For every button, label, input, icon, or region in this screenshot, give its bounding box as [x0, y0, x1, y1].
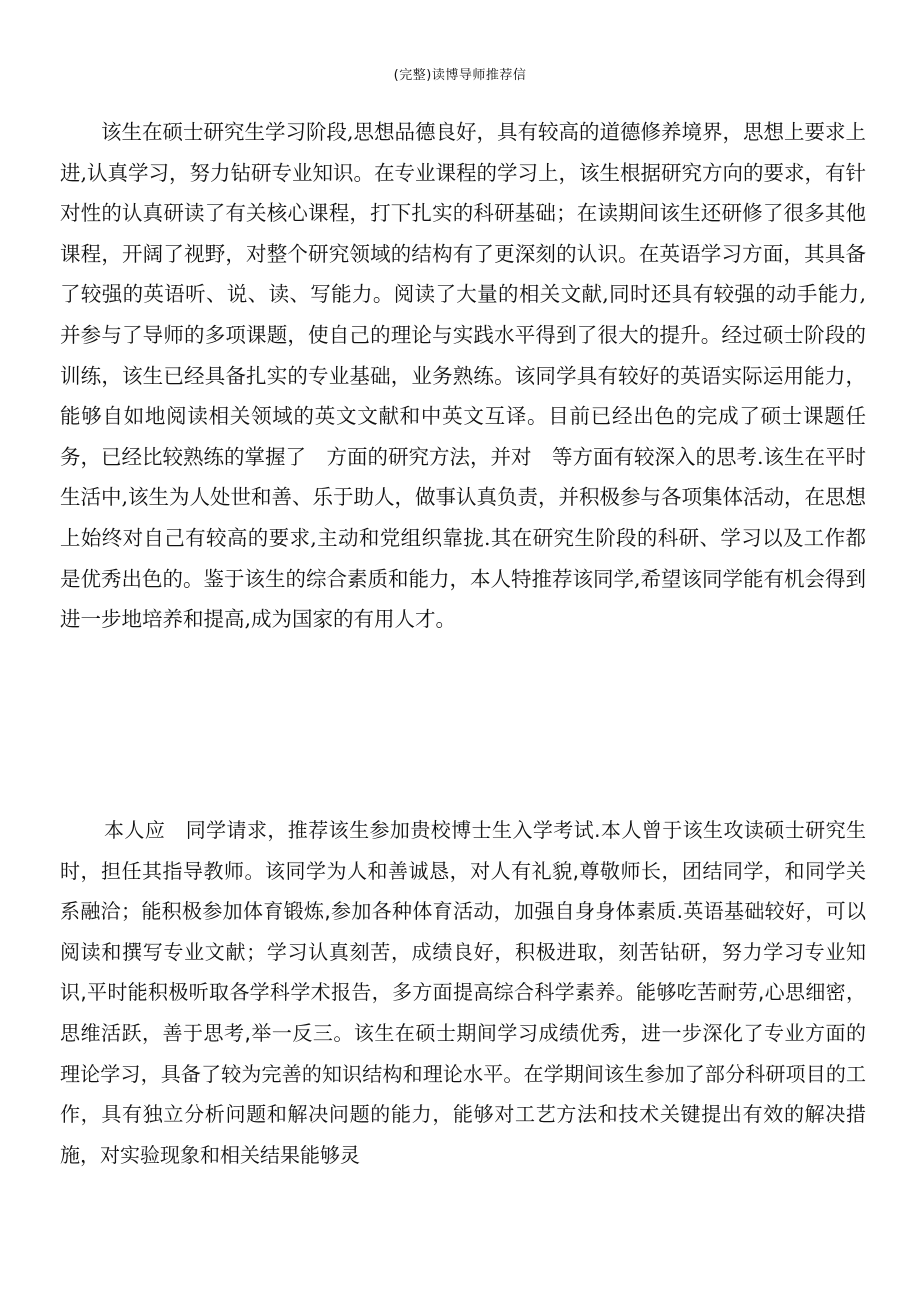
paragraph-character-and-study: 该生在硕士研究生学习阶段,思想品德良好，具有较高的道德修养境界，思想上要求上进,认真学习，努力钻研专业知识。在专业课程的学习上，该生根据研究方向的要求，有针对性的认真研读了有关核心课程，打下扎实的科研基础；在读期间该生还研修了很多其他课程，开阔了视野，对整个研究领域的结构有了更深刻的认识。在英语学习方面，其具备了较强的英语听、说、读、写能力。阅读了大量的相关文献,同时还具有较强的动手能力,并参与了导师的多项课题，使自己的理论与实践水平得到了很大的提升。经过硕士阶段的训练，该生已经具备扎实的专业基础，业务熟练。该同学具有较好的英语实际运用能力，能够自如地阅读相关领域的英文文献和中英文互译。目前已经出色的完成了硕士课题任务，已经比较熟练的掌握了 方面的研究方法，并对 等方面有较深入的思考.该生在平时生活中,该生为人处世和善、乐于助人，做事认真负责，并积极参与各项集体活动，在思想上始终对自己有较高的要求,主动和党组织靠拢.其在研究生阶段的科研、学习以及工作都是优秀出色的。鉴于该生的综合素质和能力，本人特推荐该同学,希望该同学能有机会得到进一步地培养和提高,成为国家的有用人才。: [60, 120, 867, 632]
document-title: (完整)读博导师推荐信: [393, 68, 527, 83]
paragraph-recommendation: 本人应 同学请求，推荐该生参加贵校博士生入学考试.本人曾于该生攻读硕士研究生时，担任其指导教师。该同学为人和善诚恳，对人有礼貌,尊敬师长，团结同学，和同学关系融洽；能积极参加体育锻炼,参加各种体育活动，加强自身身体素质.英语基础较好，可以阅读和撰写专业文献；学习认真刻苦，成绩良好，积极进取，刻苦钻研，努力学习专业知识,平时能积极听取各学科学术报告，多方面提高综合科学素养。能够吃苦耐劳,心思细密，思维活跃，善于思考,举一反三。该生在硕士期间学习成绩优秀，进一步深化了专业方面的理论学习，具备了较为完善的知识结构和理论水平。在学期间该生参加了部分科研项目的工作，具有独立分析问题和解决问题的能力，能够对工艺方法和技术关键提出有效的解决措施，对实验现象和相关结果能够灵: [60, 818, 866, 1167]
